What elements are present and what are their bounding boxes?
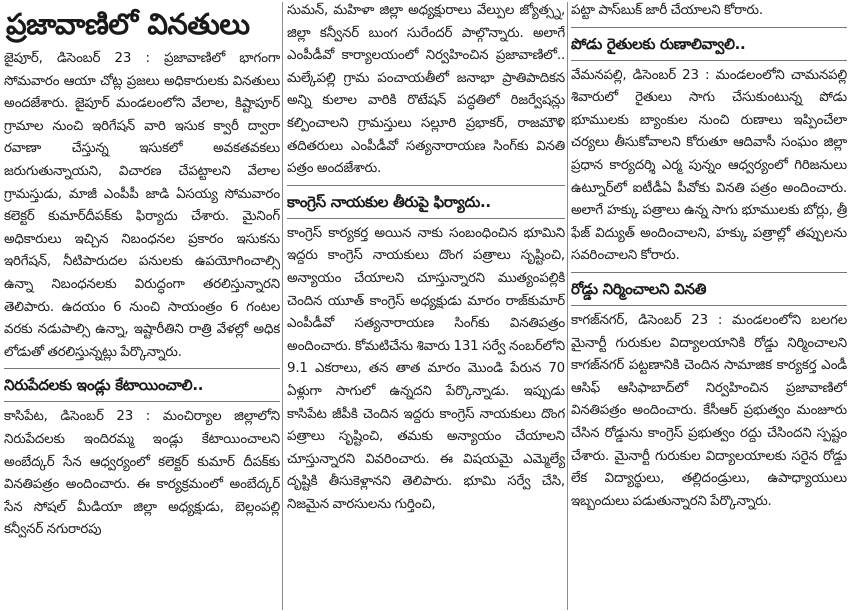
subheadline-road-petition: రోడ్డు నిర్మించాలని వినతి [571,279,707,298]
column-rule [282,2,283,610]
article-congress-body: కాంగ్రెస్‌ కార్యకర్త అయిన నాకు సంబంధించిన భూమిని ఇద్దరు కాంగ్రెస్‌ నాయకులు దొంగ పత్రాలు సృష్టించి, అన్యాయం చేయాలని చూస్తున్నారని ముత్యంపల్లికి చెందిన యూత్‌ కాంగ్రెస్‌ అధ్యక్షుడు మారం రాజ్‌కుమార్‌ ఎంపీడీవో సత్యనారాయణ సింగ్‌కు వినతిపత్రం అందించారు. కోమటిచేను శివారు 131 సర్వే నంబర్‌లోని 9.1 ఎకరాలు, తన తాత మారం మొండి పేరున 70 ఏళ్లుగా సాగులో ఉన్నదని పేర్కొన్నాడు. ఇప్పుడు కాసిపేట జీపీకి చెందిన ఇద్దరు కాంగ్రెస్‌ నాయకులు దొంగ పత్రాలు సృష్టించి, తమకు అన్యాయం చేయాలని చూస్తున్నారని వివరించారు. ఈ విషయమై ఎమ్మెల్యే దృష్టికి తీసుకెళ్లానని తెలిపారు. భూమి సర్వే చేసి, నిజమైన వారసులను గుర్తించి, [287,225,565,512]
divider [4,368,280,369]
divider [571,305,847,306]
column-1 [4,0,280,612]
divider [571,60,847,61]
article-jaipur-body: జైపూర్‌, డిసెంబర్‌ 23 : ప్రజావాణిలో భాగంగా సోమవారం ఆయా చోట్ల ప్రజలు అధికారులకు వినతులు అందజేశారు. జైపూర్‌ మండలంలోని వేలాల, కిష్టాపూర్‌ గ్రామాల నుంచి ఇరిగేషన్‌ వారి ఇసుక క్వారీ ద్వారా రవాణా చేస్తున్న ఇసుకలో అవకతవకలు జరుగుతున్నాయని, విచారణ చేపట్టాలని వేలాల గ్రామస్తుడు, మాజీ ఎంపీపీ జాడి ఏసయ్య సోమవారం కలెక్టర్‌ కుమార్‌దీపక్‌కు ఫిర్యాదు చేశారు. మైనింగ్‌ అధికారులు ఇచ్చిన నిబంధనల ప్రకారం ఇసుకను ఇరిగేషన్‌, నీటిపారుదల పనులకు ఉపయోగించాల్సి ఉన్నా నిబంధనలకు విరుద్ధంగా తరలిస్తున్నారని తెలిపారు. ఉదయం 6 నుంచి సాయంత్రం 6 గంటల వరకు నడుపాల్సి ఉన్నా, ఇష్టారీతిని రాత్రి వేళల్లో అధిక లోడుతో తరలిస్తున్నట్లు పేర్కొన్నారు. [4,51,280,360]
divider [4,401,280,402]
divider [571,27,847,28]
article-vemanapalli-body: వేమనపల్లి, డిసెంబర్‌ 23 : మండలంలోని చామనపల్లి శివారులో రైతులు సాగు చేసుకుంటున్న పోడు భూములకు బ్యాంకుల నుంచి రుణాలు ఇప్పించేలా చర్యలు తీసుకోవాలని కోరుతూ ఆదివాసీ సంఘం జిల్లా ప్రధాన కార్యదర్శి ఎర్మ పున్నం ఆధ్వర్యంలో గిరిజనులు ఉట్నూర్‌లో ఐటీడీఏ పీవోకు వినతి పత్రం అందించారు. అలాగే హక్కు పత్రాలు ఉన్న సాగు భూములకు బోర్లు, త్రీ ఫేజ్‌ విద్యుత్‌ అందించాలని, హక్కు పత్రాల్లో తప్పులను సవరించాలని కోరారు. [571,67,847,264]
subheadline-housing: నిరుపేదలకు ఇండ్లు కేటాయించాలి.. [4,376,204,395]
column-2 [287,0,565,612]
main-headline: ప్రజావాణిలో వినతులు [6,7,250,41]
article-continuation-body: సుమన్‌, మహిళా జిల్లా అధ్యక్షురాలు వేల్పుల జ్యోత్స్న, జిల్లా కన్వీనర్‌ బుంగ సురేందర్‌ పాల్గొన్నారు. అలాగే ఎంపీడీవో కార్యాలయంలో నిర్వహించిన ప్రజావాణిలో.. మల్కేపల్లి గ్రామ పంచాయతీలో జనాభా ప్రాతిపాదికన అన్ని కులాల వారికి రొటేషన్‌ పద్ధతిలో రిజర్వేషన్లు కల్పించాలని గ్రామస్తులు సల్లూరి ప్రభాకర్‌, రాజమౌళి తదితరులు ఎంపీడీవో సత్యనారాయణ సింగ్‌కు వినతి పత్రం అందజేశారు. [287,3,565,177]
divider [287,185,565,186]
column-3 [571,0,847,612]
divider [287,218,565,219]
article-passbook-line: పట్టా పాస్‌బుక్‌ జారీ చేయాలని కోరారు. [571,3,763,18]
divider [571,272,847,273]
subheadline-congress-complaint: కాంగ్రెస్‌ నాయకుల తీరుపై ఫిర్యాదు.. [287,192,491,211]
article-kasipeta-body: కాసిపేట, డిసెంబర్‌ 23 : మంచిర్యాల జిల్లాలోని నిరుపేదలకు ఇందిరమ్మ ఇండ్లు కేటాయించాలని అంబేద్కర్‌ సేన ఆధ్వర్యంలో కలెక్టర్‌ కుమార్‌ దీపక్‌కు వినతిపత్రం అందించారు. ఈ కార్యక్రమంలో అంబేద్కర్‌ సేన సోషల్‌ మీడియా జిల్లా అధ్యక్షుడు, బెల్లంపల్లి కన్వీనర్‌ నగురారపు [4,409,280,538]
article-kagaznagar-body: కాగజ్‌నగర్‌, డిసెంబర్‌ 23 : మండలంలోని బలగల మైనార్టీ గురుకుల విద్యాలయానికి రోడ్డు నిర్మించాలని కాగజ్‌నగర్‌ పట్టణానికి చెందిన సామాజిక కార్యకర్త ఎండీ ఆసిఫ్‌ ఆసిఫాబాద్‌లో నిర్వహించిన ప్రజావాణిలో వినతిపత్రం అందించారు. కేసీఆర్‌ ప్రభుత్వం మంజూరు చేసిన రోడ్డును కాంగ్రెస్‌ ప్రభుత్వం రద్దు చేసిందని స్పష్టం చేశారు. మైనార్టీ గురుకుల విద్యాలయాలకు సరైన రోడ్డు లేక విద్యార్థులు, తల్లిదండ్రులు, ఉపాధ్యాయులు ఇబ్బందులు పడుతున్నారని పేర్కొన్నారు. [571,312,847,509]
column-rule [567,2,568,610]
subheadline-podu-farmers: పోడు రైతులకు రుణాలివ్వాలి.. [571,34,746,53]
